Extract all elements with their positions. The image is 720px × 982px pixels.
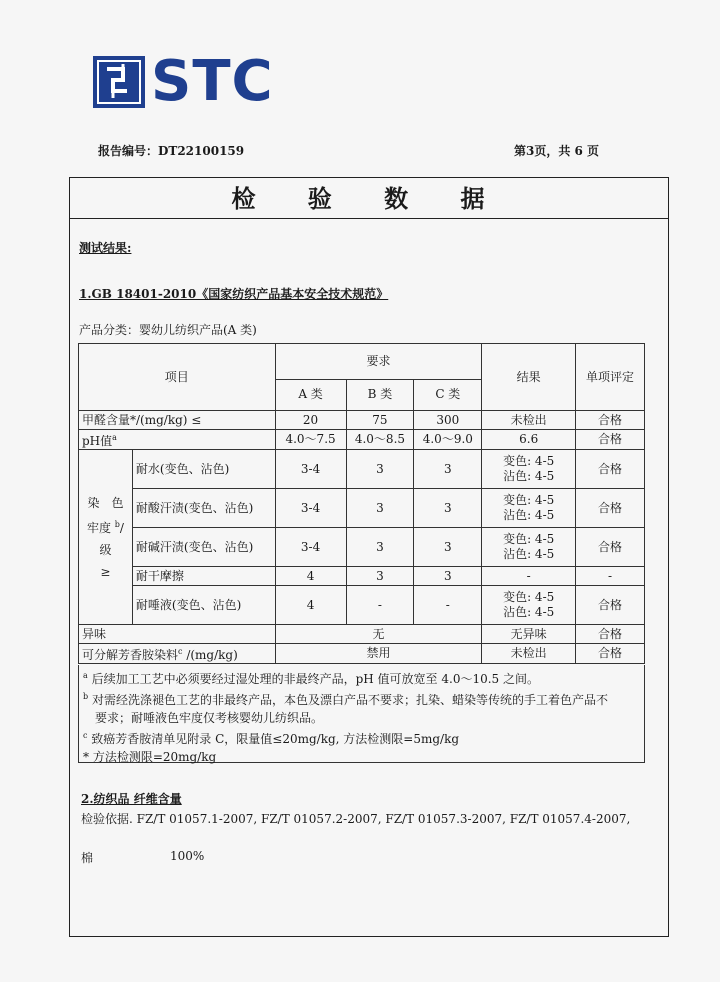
table-row: 异味 无 无异味 合格: [79, 625, 645, 644]
header-result: 结果: [482, 344, 576, 411]
page-title: 检 验 数 据: [70, 178, 668, 219]
footnote-b: $^b$ 对需经洗涤褪色工艺的非最终产品，本色及漂白产品不要求；扎染、蜡染等传统的手工着色产品不: [83, 692, 608, 707]
table-row: pH值$^a$ 4.0～7.5 4.0～8.5 4.0～9.0 6.6 合格: [79, 430, 645, 450]
section1-heading: 1.GB 18401-2010《国家纺织产品基本安全技术规范》: [79, 287, 389, 301]
table-row: 染 色 牢度 $^b$/ 级 ≥ 耐水(变色、沾色) 3-4 3 3 变色: 4-5 沾色: 4-5 合格: [79, 450, 645, 489]
product-category: 产品分类：婴幼儿纺织产品(A 类): [79, 323, 257, 337]
fiber-name: 棉: [81, 851, 94, 865]
stc-logo: [93, 49, 274, 114]
header-item: 项目: [79, 344, 276, 411]
table-row: 甲醛含量*/(mg/kg) ≤ 20 75 300 未检出 合格: [79, 411, 645, 430]
fastness-group-label: 染 色 牢度 $^b$/ 级 ≥: [79, 450, 133, 625]
table-row: 耐碱汗渍(变色、沾色) 3-4 3 3 变色: 4-5 沾色: 4-5 合格: [79, 528, 645, 567]
logo-text: STC: [151, 49, 274, 114]
table-row: 耐唾液(变色、沾色) 4 - - 变色: 4-5 沾色: 4-5 合格: [79, 586, 645, 625]
header-class-b: B 类: [346, 379, 414, 410]
stc-emblem-icon: [93, 56, 145, 108]
footnote-c: $^c$ 致癌芳香胺清单见附录 C，限量值≤20mg/kg, 方法检测限=5mg/kg: [83, 731, 460, 746]
header-evaluation: 单项评定: [576, 344, 645, 411]
fiber-percent: 100%: [170, 849, 205, 863]
footnotes: [78, 665, 645, 763]
header-class-a: A 类: [275, 379, 346, 410]
footnote-star: * 方法检测限=20mg/kg: [83, 750, 217, 764]
table-row: 耐干摩擦 4 3 3 - -: [79, 567, 645, 586]
header-class-c: C 类: [414, 379, 482, 410]
test-results-label: 测试结果:: [79, 241, 132, 255]
test-basis: 检验依据. FZ/T 01057.1-2007, FZ/T 01057.2-2007, FZ/T 01057.3-2007, FZ/T 01057.4-2007,: [81, 812, 631, 826]
footnote-b-cont: 要求；耐唾液色牢度仅考核婴幼儿纺织品。: [95, 711, 324, 725]
results-table: [78, 343, 645, 664]
table-row: 耐酸汗渍(变色、沾色) 3-4 3 3 变色: 4-5 沾色: 4-5 合格: [79, 489, 645, 528]
section2-heading: 2.纺织品 纤维含量: [81, 792, 182, 806]
footnote-a: $^a$ 后续加工工艺中必须要经过湿处理的非最终产品，pH 值可放宽至 4.0～10.5 之间。: [83, 671, 539, 686]
table-row: 可分解芳香胺染料$^c$ /(mg/kg) 禁用 未检出 合格: [79, 644, 645, 664]
header-requirement: 要求: [275, 344, 482, 380]
report-number: 报告编号：DT22100159: [98, 144, 245, 158]
page-number: 第3页，共 6 页: [514, 144, 600, 158]
